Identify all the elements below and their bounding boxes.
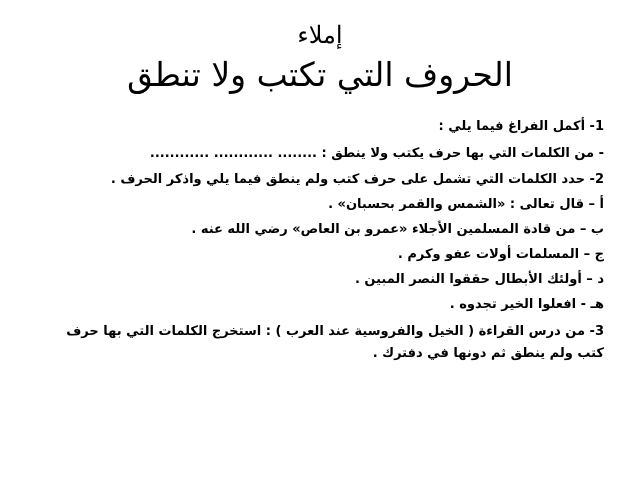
exercise-1-blank-line: - من الكلمات التي بها حرف يكتب ولا ينطق : ........ ............ ............ (149, 146, 604, 161)
exercise-2-heading: 2- حدد الكلمات التي تشمل على حرف كتب ولم ينطق فيما يلي واذكر الحرف . (110, 172, 604, 187)
exercise-2-item-a: أ – قال تعالى : «الشمس والقمر بحسبان» . (328, 197, 604, 212)
exercise-3-text: 3- من درس القراءة ( الخيل والفروسية عند العرب ) : استخرج الكلمات التي بها حرف كتب ولم ينطق ثم دونها في دفترك . (66, 324, 604, 361)
exercise-2-item-e: هـ - افعلوا الخير تجدوه . (449, 297, 604, 312)
exercise-2-item-d: د – أولئك الأبطال حققوا النصر المبين . (354, 272, 604, 287)
page-title: إملاء (297, 21, 343, 49)
exercise-2-item-b: ب – من قادة المسلمين الأجلاء «عمرو بن العاص» رضي الله عنه . (191, 222, 604, 237)
exercise-2-item-c: ج – المسلمات أولات عفو وكرم . (397, 247, 604, 262)
exercise-1-heading: 1- أكمل الفراغ فيما يلي : (438, 119, 604, 134)
page-subtitle: الحروف التي تكتب ولا تنطق (127, 55, 513, 94)
